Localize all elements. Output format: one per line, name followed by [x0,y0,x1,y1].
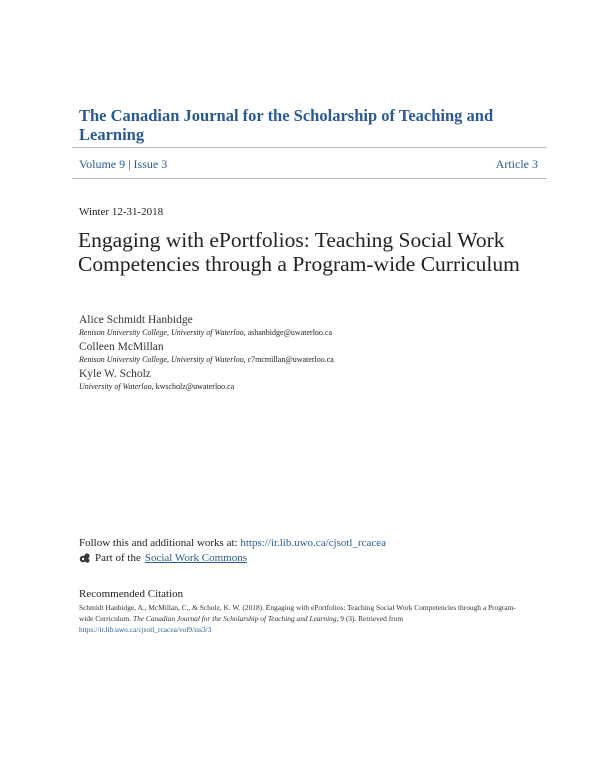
recommended-citation [79,602,519,635]
citation-text: Schmidt Hanbidge, A., McMillan, C., & Scholz, K. W. (2018). Engaging with ePortfolios: Teaching Social Work Competencies through a Program-wide Curriculum. [79,603,516,623]
commons-icon [79,552,91,564]
author-name: Colleen McMillan [79,341,164,353]
citation-link[interactable]: https://ir.lib.uwo.ca/cjsotl_rcacea/vol9/iss3/3 [79,625,212,634]
author-affiliation [79,327,539,339]
social-work-commons-link[interactable]: Social Work Commons [144,552,248,564]
author-2 [79,340,539,366]
author-name: Alice Schmidt Hanbidge [79,314,193,326]
recommended-citation-heading: Recommended Citation [79,588,184,600]
article-link[interactable]: Article 3 [495,157,538,171]
issue-link[interactable]: Issue 3 [133,157,168,171]
author-affiliation [79,381,539,393]
author-1 [79,313,539,339]
volume-issue-line [79,157,167,172]
publication-date: Winter 12-31-2018 [79,206,164,218]
paper-title: Engaging with ePortfolios: Teaching Social Work Competencies through a Program-wide Curriculum [78,228,520,276]
citation-journal: The Canadian Journal for the Scholarship of Teaching and Learning [132,614,337,623]
author-list [79,313,539,394]
author-email[interactable]: , c7mcmillan@uwaterloo.ca [243,355,334,364]
header-divider-top [72,147,547,148]
follow-works-line [79,537,386,549]
journal-title[interactable]: The Canadian Journal for the Scholarship of Teaching and Learning [79,106,494,144]
author-name: Kyle W. Scholz [79,368,151,380]
collection-link[interactable]: https://ir.lib.uwo.ca/cjsotl_rcacea [240,537,387,549]
part-of-line [79,552,247,564]
author-institution: Renison University College, University of Waterloo [79,328,244,337]
header-divider-bottom [72,178,547,179]
author-3 [79,367,539,393]
part-of-text: Part of the [95,552,141,564]
author-email[interactable]: , ashanbidge@uwaterloo.ca [243,328,333,337]
volume-issue-separator: | [128,157,131,171]
citation-volume: , 9 (3). Retrieved from [336,614,404,623]
follow-text: Follow this and additional works at: [79,537,241,549]
volume-link[interactable]: Volume 9 [79,157,126,171]
author-institution: University of Waterloo [79,382,152,391]
author-affiliation [79,354,539,366]
author-institution: Renison University College, University of Waterloo [79,355,244,364]
author-email[interactable]: , kwscholz@uwaterloo.ca [151,382,235,391]
